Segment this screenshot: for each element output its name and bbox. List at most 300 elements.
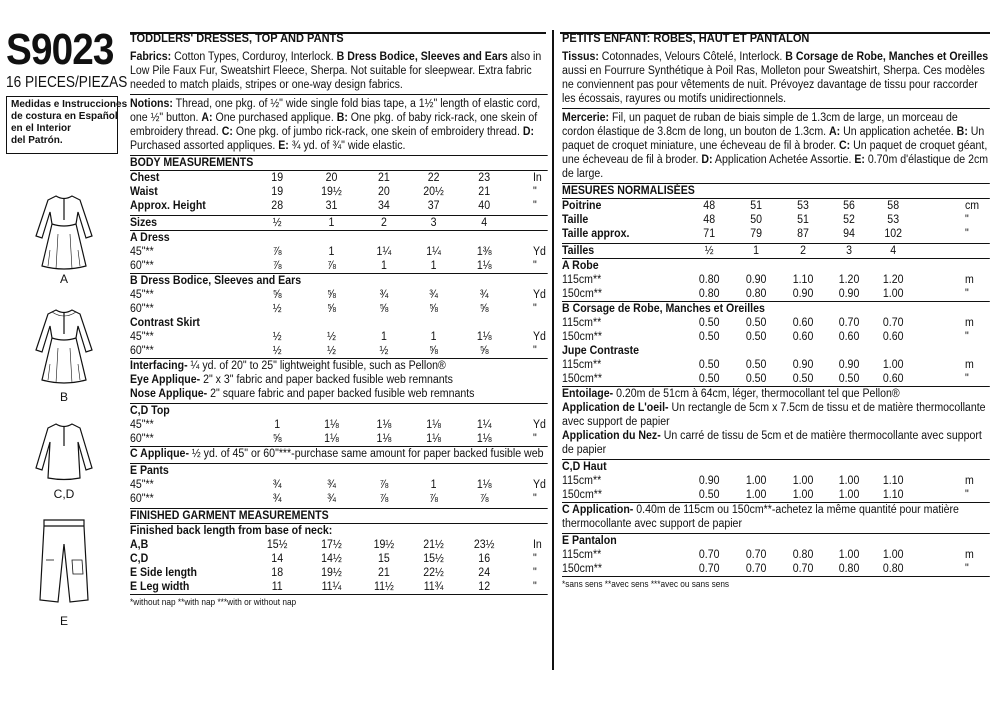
row-value: ½ — [327, 331, 336, 343]
table-row — [130, 288, 548, 302]
row-value: 1.00 — [882, 359, 904, 371]
row-value: 0.90 — [698, 475, 720, 487]
row-value: 1.00 — [838, 489, 860, 501]
figure-label: E — [59, 614, 68, 628]
row-value: 1.00 — [792, 489, 814, 501]
para-text: ¼ yd. of 20" to 25" lightweight fusible, such as Pellon® — [187, 360, 446, 372]
table-row — [130, 418, 548, 432]
row-value: 0.90 — [792, 288, 814, 300]
tissus-paragraph — [562, 50, 990, 106]
row-value: 102 — [884, 228, 903, 240]
row-value: 0.50 — [698, 317, 720, 329]
row-value: 0.70 — [698, 563, 720, 575]
size-value: 4 — [890, 245, 897, 257]
english-title: TODDLERS' DRESSES, TOP AND PANTS — [130, 31, 344, 45]
row-label: 60"** — [130, 433, 154, 445]
table-row — [562, 273, 990, 287]
row-value: ¾ — [327, 479, 336, 491]
row-unit: " — [532, 186, 537, 198]
en-body-rows — [130, 171, 548, 213]
row-value: ¾ — [272, 479, 282, 491]
row-label: 150cm** — [562, 373, 602, 385]
row-value: 0.50 — [698, 331, 720, 343]
row-unit: Yd — [532, 246, 546, 258]
top-cd-illustration — [22, 418, 106, 484]
para-bold: B: — [956, 126, 968, 138]
row-value: 1⅜ — [476, 246, 492, 258]
row-value: 21½ — [423, 539, 444, 551]
row-value: 0.80 — [698, 288, 720, 300]
row-value: 87 — [797, 228, 809, 240]
row-value: ⅞ — [379, 493, 389, 505]
sizes-label: Sizes — [130, 217, 158, 229]
row-value: 0.60 — [792, 331, 814, 343]
row-value: 0.60 — [882, 373, 904, 385]
para-text: ¾ yd. of ¾" wide elastic. — [288, 140, 406, 152]
size-value: ½ — [704, 245, 714, 257]
row-value: 0.50 — [745, 331, 767, 343]
row-value: 37 — [427, 200, 440, 212]
row-value: 1.10 — [882, 475, 904, 487]
nose-applique-line — [130, 387, 548, 401]
finished-title: FINISHED GARMENT MEASUREMENTS — [130, 510, 329, 522]
spanish-note-box — [6, 96, 128, 154]
pattern-number: S9023 — [6, 25, 114, 74]
table-row — [562, 548, 990, 562]
row-unit: m — [964, 549, 974, 561]
row-value: 0.60 — [792, 317, 814, 329]
sizes-label: Tailles — [562, 245, 595, 257]
para-bold: Entoilage- — [562, 388, 614, 400]
row-value: ½ — [327, 345, 336, 357]
table-row — [130, 492, 548, 506]
row-value: 11¼ — [321, 581, 342, 593]
figure-label: A — [59, 272, 68, 286]
row-label: 45"** — [130, 289, 154, 301]
row-value: 1.00 — [838, 549, 860, 561]
row-value: 1.00 — [882, 549, 904, 561]
table-row — [130, 245, 548, 259]
row-value: 48 — [703, 214, 716, 226]
para-text: 0.40m de 115cm ou 150cm**-achetez la même quantité pour matière thermocollante avec support de papier — [562, 504, 959, 530]
row-label: Poitrine — [562, 200, 602, 212]
row-value: 1.00 — [745, 489, 767, 501]
b-corsage-section — [562, 302, 990, 344]
row-value: 0.80 — [882, 563, 904, 575]
row-unit: " — [532, 303, 537, 315]
size-value: 2 — [800, 245, 806, 257]
figure-label: B — [59, 390, 68, 404]
row-value: 11¾ — [423, 581, 444, 593]
figure-label: C,D — [53, 487, 75, 501]
section-title: Contrast Skirt — [130, 317, 200, 329]
para-bold: A: — [201, 112, 213, 124]
row-value: 1.00 — [792, 475, 814, 487]
table-row — [130, 580, 548, 594]
table-row — [562, 199, 990, 213]
row-value: 31 — [325, 200, 338, 212]
row-value: ½ — [379, 345, 389, 357]
row-value: 56 — [843, 200, 855, 212]
row-value: 19 — [271, 172, 284, 184]
row-value: 1¼ — [426, 246, 441, 258]
row-value: 0.70 — [882, 317, 904, 329]
row-unit: Yd — [532, 289, 546, 301]
row-unit: Yd — [532, 331, 546, 343]
row-unit: In — [532, 539, 542, 551]
row-value: 1.00 — [745, 475, 767, 487]
table-row — [130, 199, 548, 213]
row-value: 0.60 — [838, 331, 860, 343]
notions-paragraph — [130, 97, 548, 153]
interfacing-line — [130, 359, 548, 373]
para-text: Un application achetée. — [840, 126, 957, 138]
table-row — [562, 488, 990, 502]
row-value: 1⅛ — [476, 433, 492, 445]
row-label: 115cm** — [562, 274, 602, 286]
row-value: 0.50 — [745, 359, 767, 371]
row-value: 1.10 — [882, 489, 904, 501]
row-unit: " — [532, 493, 537, 505]
row-value: 1 — [328, 246, 335, 258]
para-text: also in Low Pile Faux Fur, Sweatshirt Fleece, Sherpa. Not suitable for sleepwear. Extra fabric needed to match plaids, stripes or one-way design fabrics. — [130, 51, 542, 91]
english-column — [130, 30, 548, 609]
para-bold: Interfacing- — [130, 360, 188, 372]
row-label: Waist — [130, 186, 158, 198]
row-value: 1 — [380, 331, 387, 343]
row-value: 28 — [271, 200, 284, 212]
size-value: 1 — [753, 245, 760, 257]
row-value: 40 — [478, 200, 491, 212]
finished-rows — [130, 538, 548, 594]
para-bold: C: — [839, 140, 851, 152]
row-value: 1.00 — [882, 288, 904, 300]
tailles-row — [562, 244, 990, 258]
row-label: C,D — [130, 553, 149, 565]
row-value: 23½ — [473, 539, 495, 551]
row-value: 51 — [797, 214, 809, 226]
row-label: E Side length — [130, 567, 198, 579]
row-value: ¾ — [429, 289, 439, 301]
row-value: ⅝ — [327, 303, 336, 315]
row-label: Chest — [130, 172, 160, 184]
row-value: ⅝ — [429, 303, 439, 315]
size-value: 3 — [430, 217, 437, 229]
row-value: ⅝ — [379, 303, 389, 315]
body-measurements-title: BODY MEASUREMENTS — [130, 157, 254, 169]
para-text: One pkg. of jumbo rick-rack, one skein of embroidery thread. — [232, 126, 523, 138]
table-row — [130, 566, 548, 580]
para-bold: B Dress Bodice, Sleeves and Ears — [336, 51, 508, 63]
row-value: 79 — [750, 228, 762, 240]
row-unit: " — [964, 489, 969, 501]
row-unit: m — [964, 274, 974, 286]
row-unit: " — [532, 345, 537, 357]
size-value: 1 — [328, 217, 335, 229]
row-unit: " — [964, 228, 969, 240]
row-value: 20 — [378, 186, 390, 198]
row-unit: m — [964, 475, 974, 487]
table-row — [130, 185, 548, 199]
oeil-paragraph — [562, 401, 990, 429]
para-text: 2" square fabric and paper backed fusible web remnants — [207, 388, 475, 400]
table-row — [130, 432, 548, 446]
row-label: 60"** — [130, 260, 154, 272]
size-value: ½ — [272, 217, 282, 229]
row-value: ¾ — [479, 289, 489, 301]
row-value: 71 — [703, 228, 716, 240]
row-unit: " — [532, 567, 537, 579]
section-title: A Robe — [562, 260, 599, 272]
table-row — [562, 372, 990, 386]
row-value: 52 — [843, 214, 855, 226]
eye-applique-line — [130, 373, 548, 387]
cd-haut-section — [562, 460, 990, 502]
row-value: ⅞ — [379, 479, 389, 491]
para-bold: Application du Nez- — [562, 430, 661, 442]
row-value: 0.50 — [698, 359, 720, 371]
table-row — [130, 478, 548, 492]
row-value: 12 — [478, 581, 491, 593]
row-label: 45"** — [130, 331, 154, 343]
row-value: 21 — [378, 172, 390, 184]
row-label: 150cm** — [562, 288, 602, 300]
para-text: Un carré de tissu de 5cm et de matière thermocollante avec support de papier — [562, 430, 982, 456]
row-value: 1 — [274, 419, 281, 431]
french-column — [562, 30, 990, 591]
para-text: Cotton Types, Corduroy, Interlock. — [171, 51, 337, 63]
row-value: ⅞ — [429, 493, 439, 505]
row-label: 115cm** — [562, 359, 602, 371]
row-label: Taille — [562, 214, 589, 226]
spanish-note-line: en el Interior — [11, 123, 72, 134]
row-label: 45"** — [130, 419, 154, 431]
row-value: ¾ — [272, 493, 282, 505]
pieces-count: 16 PIECES/PIEZAS — [6, 74, 128, 91]
row-unit: " — [532, 433, 537, 445]
para-bold: Notions: — [130, 98, 173, 110]
row-unit: " — [964, 288, 969, 300]
para-bold: C Application- — [562, 504, 634, 516]
section-title: A Dress — [130, 232, 170, 244]
row-unit: " — [964, 563, 969, 575]
row-unit: " — [964, 373, 969, 385]
e-pants-section — [130, 464, 548, 506]
row-value: 17½ — [321, 539, 342, 551]
row-value: 0.70 — [745, 549, 767, 561]
row-label: 150cm** — [562, 331, 602, 343]
table-row — [130, 302, 548, 316]
row-value: ⅞ — [479, 493, 489, 505]
para-bold: B: — [336, 112, 348, 124]
row-value: ⅝ — [272, 289, 282, 301]
row-value: 1⅛ — [324, 419, 339, 431]
row-value: 1⅛ — [476, 479, 492, 491]
section-title: C,D Top — [130, 405, 170, 417]
cd-top-section — [130, 404, 548, 446]
row-value: ¾ — [327, 493, 336, 505]
para-text: ½ yd. of 45" or 60"***-purchase same amount for paper backed fusible web — [188, 448, 544, 460]
row-value: ¾ — [379, 289, 389, 301]
row-label: E Leg width — [130, 581, 190, 593]
nez-paragraph — [562, 429, 990, 457]
row-value: ⅝ — [429, 345, 439, 357]
row-label: Approx. Height — [130, 200, 206, 212]
table-row — [562, 474, 990, 488]
para-bold: C Applique- — [130, 448, 189, 460]
size-value: 2 — [380, 217, 387, 229]
row-value: 21 — [478, 186, 491, 198]
row-value: 1 — [430, 479, 437, 491]
row-value: ⅝ — [479, 345, 489, 357]
section-title: E Pants — [130, 465, 169, 477]
row-value: 0.70 — [838, 317, 860, 329]
row-value: 24 — [478, 567, 491, 579]
row-unit: m — [964, 317, 974, 329]
row-value: 21 — [378, 567, 390, 579]
row-value: 0.50 — [698, 489, 720, 501]
row-value: 0.80 — [792, 549, 814, 561]
table-row — [130, 552, 548, 566]
table-row — [562, 287, 990, 301]
row-value: 48 — [703, 200, 716, 212]
row-value: 1.00 — [838, 475, 860, 487]
table-row — [130, 171, 548, 185]
row-unit: " — [964, 331, 969, 343]
row-value: ⅞ — [272, 246, 282, 258]
table-row — [562, 213, 990, 227]
row-value: 19 — [271, 186, 284, 198]
row-value: 20½ — [423, 186, 444, 198]
row-label: 150cm** — [562, 489, 602, 501]
row-label: 45"** — [130, 246, 154, 258]
row-value: 0.90 — [838, 288, 860, 300]
pants-e-illustration — [28, 516, 100, 608]
row-value: 0.90 — [792, 359, 814, 371]
row-value: 1.20 — [882, 274, 904, 286]
row-value: 34 — [378, 200, 390, 212]
row-value: 0.60 — [882, 331, 904, 343]
row-value: 1⅛ — [426, 433, 441, 445]
para-bold: Mercerie: — [562, 112, 610, 124]
b-bodice-section — [130, 274, 548, 316]
row-value: 15 — [378, 553, 390, 565]
row-label: 115cm** — [562, 549, 602, 561]
para-bold: D: — [522, 126, 534, 138]
row-label: A,B — [130, 539, 149, 551]
row-value: 0.80 — [745, 288, 767, 300]
row-value: 23 — [478, 172, 491, 184]
section-title: B Corsage de Robe, Manches et Oreilles — [562, 303, 765, 315]
table-row — [130, 330, 548, 344]
row-label: 60"** — [130, 303, 154, 315]
row-value: 50 — [750, 214, 762, 226]
row-value: 53 — [797, 200, 809, 212]
mercerie-paragraph — [562, 111, 990, 181]
row-value: ⅞ — [272, 260, 282, 272]
french-title: PETITS ENFANT: ROBES, HAUT ET PANTALON — [562, 31, 810, 45]
row-value: 0.50 — [698, 373, 720, 385]
row-value: 0.90 — [745, 274, 767, 286]
row-value: ½ — [272, 345, 282, 357]
finished-subtitle: Finished back length from base of neck: — [130, 525, 333, 537]
row-label: 60"** — [130, 345, 154, 357]
spanish-note-line: de costura en Español — [11, 111, 118, 122]
french-footnote: *sans sens **avec sens ***avec ou sans sens — [562, 579, 730, 589]
sizes-row — [130, 216, 548, 230]
para-text: Un rectangle de 5cm x 7.5cm de tissu et de matière thermocollante avec support de papier — [562, 402, 986, 428]
row-value: 1 — [430, 331, 437, 343]
row-value: 15½ — [423, 553, 444, 565]
row-value: 51 — [750, 200, 762, 212]
table-row — [562, 358, 990, 372]
table-row — [562, 316, 990, 330]
table-row — [130, 344, 548, 358]
row-value: 0.70 — [745, 563, 767, 575]
size-value: 3 — [846, 245, 852, 257]
spanish-note-line: Medidas e Instrucciones — [11, 99, 128, 110]
column-divider — [552, 30, 554, 670]
para-bold: Application de L'oeil- — [562, 402, 669, 414]
para-text: Un paquet de croquet miniature, une écheveau de fil à broder. — [562, 126, 985, 152]
row-value: 14 — [271, 553, 284, 565]
row-value: 20 — [325, 172, 338, 184]
row-value: 1⅛ — [376, 433, 392, 445]
row-value: 0.90 — [838, 359, 860, 371]
row-unit: " — [964, 214, 969, 226]
para-text: 0.70m d'élastique de 2cm de large. — [562, 154, 989, 180]
entoilage-line — [562, 387, 990, 401]
a-dress-section — [130, 231, 548, 273]
row-value: 1⅛ — [324, 433, 339, 445]
row-value: 58 — [887, 200, 900, 212]
row-value: 1 — [380, 260, 387, 272]
para-bold: A: — [829, 126, 841, 138]
row-value: 0.50 — [745, 373, 767, 385]
section-title: C,D Haut — [562, 461, 607, 473]
dress-b-illustration — [22, 304, 106, 388]
row-value: 1⅛ — [476, 260, 492, 272]
row-value: 1⅛ — [476, 331, 492, 343]
row-value: ⅝ — [272, 433, 282, 445]
row-value: 0.70 — [792, 563, 814, 575]
row-unit: " — [532, 553, 537, 565]
row-value: 0.50 — [745, 317, 767, 329]
row-value: 14½ — [321, 553, 342, 565]
para-bold: Tissus: — [562, 51, 599, 63]
c-applique-line — [130, 447, 548, 461]
para-text: Application Achetée Assortie. — [712, 154, 855, 166]
para-text: 2" x 3" fabric and paper backed fusible web remnants — [200, 374, 453, 386]
table-row — [562, 227, 990, 241]
row-value: 0.50 — [792, 373, 814, 385]
row-unit: Yd — [532, 419, 546, 431]
para-bold: Fabrics: — [130, 51, 172, 63]
table-row — [562, 562, 990, 576]
para-text: Fil, un paquet de ruban de biais simple de 1.3cm de large, un morceau de cordon élastique de 3.8cm de long, un bouton de 1.3cm. — [562, 112, 958, 138]
spanish-note-line: del Patrón. — [11, 135, 63, 146]
row-value: 18 — [271, 567, 284, 579]
para-bold: E: — [278, 140, 289, 152]
para-text: Cotonnades, Velours Côtelé, Interlock. — [598, 51, 786, 63]
para-text: Un paquet de croquet géant, une écheveau de fil à broder. — [562, 140, 988, 166]
row-value: 1.10 — [792, 274, 814, 286]
row-value: 53 — [887, 214, 900, 226]
mesures-title: MESURES NORMALISÉES — [562, 185, 695, 197]
table-row — [562, 330, 990, 344]
row-value: 22½ — [423, 567, 444, 579]
row-value: 1 — [430, 260, 437, 272]
